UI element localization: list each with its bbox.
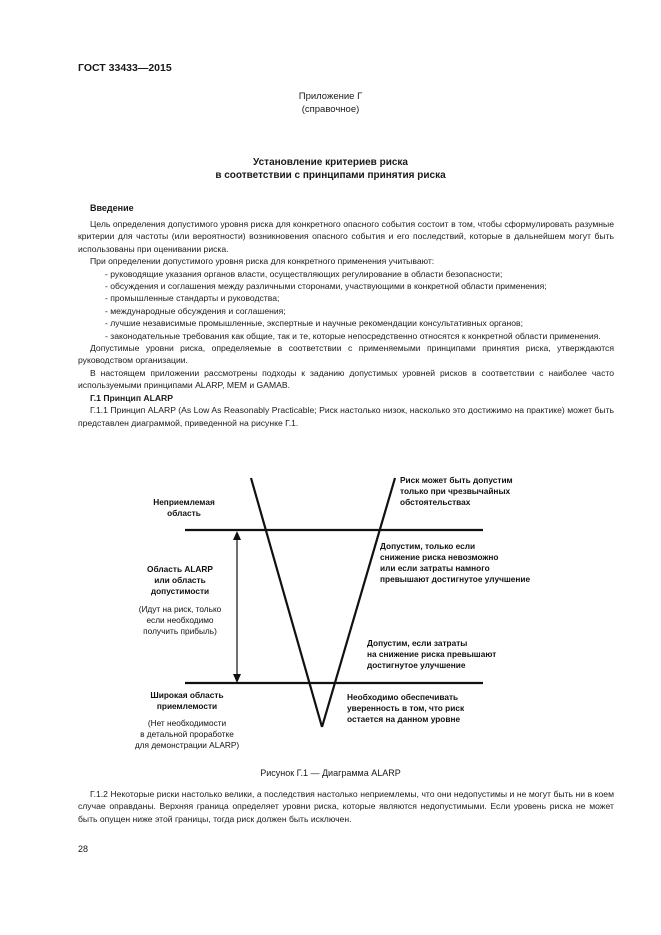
list-item: - руководящие указания органов власти, осуществляющих регулирование в области безопасности; bbox=[105, 268, 503, 279]
triangle-left-edge bbox=[251, 478, 322, 727]
after-body bbox=[78, 788, 614, 825]
intro-heading: Введение bbox=[90, 203, 134, 213]
tolerable-high-note: Допустим, только если снижение риска невозможно или если затраты намного превышают достигнутое улучшение bbox=[380, 541, 531, 584]
paragraph: Допустимые уровни риска, определяемые в соответствии с применяемыми принципами принятия риска, утверждаются руководством организации. bbox=[78, 343, 614, 366]
paragraph: Цель определения допустимого уровня риска для конкретного опасного события состоит в том, чтобы сформулировать разумные критерии для частоты (или вероятности) возникновения опасного события и его последствий, которые в дальнейшем могут быть использованы при оценивании риска. bbox=[78, 219, 614, 254]
standard-number: ГОСТ 33433—2015 bbox=[78, 62, 172, 74]
figure-caption: Рисунок Г.1 — Диаграмма ALARP bbox=[260, 768, 401, 778]
broadly-acceptable-note: (Нет необходимости в детальной проработке для демонстрации ALARP) bbox=[134, 718, 240, 750]
section-title-line1: Установление критериев риска bbox=[253, 157, 408, 168]
alarp-region-label: Область ALARP или область допустимости bbox=[147, 564, 213, 596]
subsection-heading: Г.1 Принцип ALARP bbox=[90, 392, 173, 403]
section-title-line2: в соответствии с принципами принятия риска bbox=[215, 170, 446, 181]
list-item: - международные обсуждения и соглашения; bbox=[105, 305, 286, 316]
broadly-right-note: Необходимо обеспечивать уверенность в том, что риск остается на данном уровне bbox=[347, 692, 465, 724]
page-number: 28 bbox=[78, 844, 89, 854]
paragraph: В настоящем приложении рассмотрены подходы к заданию допустимых уровней рисков в соответствии с наиболее часто используемыми принципами ALARP, MEM и GAMAB. bbox=[78, 367, 614, 391]
paragraph: Г.1.1 Принцип ALARP (As Low As Reasonably Practicable; Риск настолько низок, насколько это достижимо на практике) может быть представлен диаграммой, приведенной на рисунке Г.1. bbox=[78, 405, 614, 428]
broadly-acceptable-label: Широкая область приемлемости bbox=[150, 690, 224, 711]
appendix-type: (справочное) bbox=[301, 104, 360, 115]
list-item: - лучшие независимые промышленные, экспертные и научные рекомендации консультативных органов; bbox=[105, 318, 523, 329]
arrow-head-up bbox=[233, 531, 241, 540]
list-item: - законодательные требования как общие, так и те, которые непосредственно относятся к конкретной области применения. bbox=[105, 330, 601, 341]
alarp-note: (Идут на риск, только если необходимо получить прибыль) bbox=[138, 604, 222, 636]
list-item: - обсуждения и соглашения между различными сторонами, участвующими в конкретной области применения; bbox=[105, 281, 547, 292]
arrow-head-down bbox=[233, 674, 241, 683]
list-item: - промышленные стандарты и руководства; bbox=[105, 293, 280, 304]
paragraph: Г.1.2 Некоторые риски настолько велики, а последствия настолько неприемлемы, что они недопустимы и не могут быть ни в коем случае оправданы. Верхняя граница определяет уровни риска, которые являются недопустимыми. Если уровень риска не может быть опущен ниже этой границы, тогда риск должен быть исключен. bbox=[78, 789, 614, 824]
triangle-right-edge bbox=[322, 478, 395, 727]
unacceptable-note: Риск может быть допустим только при чрезвычайных обстоятельствах bbox=[400, 475, 513, 507]
unacceptable-region-label: Неприемлемая область bbox=[153, 497, 215, 518]
paragraph: При определении допустимого уровня риска для конкретного применения учитывают: bbox=[90, 256, 435, 267]
appendix-label: Приложение Г bbox=[298, 91, 363, 102]
tolerable-low-note: Допустим, если затраты на снижение риска превышают достигнутое улучшение bbox=[367, 638, 497, 670]
